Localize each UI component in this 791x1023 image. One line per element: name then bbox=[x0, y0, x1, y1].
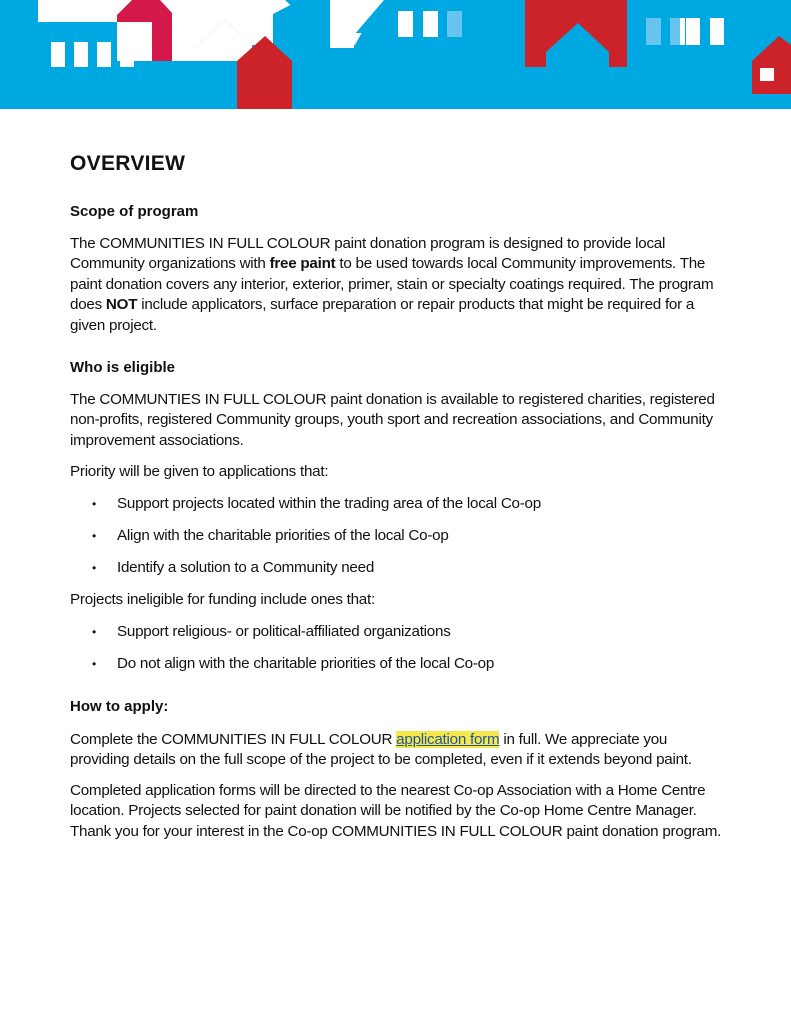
list-item-text: Align with the charitable priorities of the local Co-op bbox=[117, 527, 449, 544]
scope-paragraph bbox=[70, 234, 730, 336]
page-title: OVERVIEW bbox=[70, 152, 186, 175]
scope-text-2: to be used towards local Community improvements. The paint donation covers any interior, exterior, primer, stain or specialty coatings required. The program does bbox=[70, 255, 714, 314]
header-banner-houses-illustration bbox=[0, 0, 791, 109]
section-heading-apply: How to apply: bbox=[70, 698, 169, 715]
list-item bbox=[70, 526, 730, 558]
list-item bbox=[70, 558, 730, 590]
scope-text-1: The COMMUNITIES IN FULL COLOUR paint donation program is designed to provide local Community organizations with bbox=[70, 235, 666, 273]
bullet-icon: • bbox=[92, 657, 96, 671]
application-form-link[interactable]: application form bbox=[396, 731, 500, 748]
list-item-text: Identify a solution to a Community need bbox=[117, 559, 375, 576]
bullet-icon: • bbox=[92, 561, 96, 575]
section-heading-eligible: Who is eligible bbox=[70, 359, 176, 376]
banner-sky-gap bbox=[38, 0, 117, 22]
apply-text-1: Complete the COMMUNITIES IN FULL COLOUR bbox=[70, 731, 397, 748]
apply-paragraph-2: Completed application forms will be directed to the nearest Co-op Association with a Home Centre location. Projects selected for paint donation will be notified by the Co-op Home Centre Manager. Thank you for your interest in the Co-op COMMUNITIES IN FULL COLOUR paint donation program. bbox=[70, 782, 722, 840]
list-item-text: Do not align with the charitable priorities of the local Co-op bbox=[117, 655, 495, 672]
list-item-text: Support projects located within the trading area of the local Co-op bbox=[117, 495, 541, 512]
ineligible-list bbox=[70, 622, 730, 686]
list-item-text: Support religious- or political-affiliated organizations bbox=[117, 623, 451, 640]
apply-paragraph-1 bbox=[70, 730, 730, 771]
bullet-icon: • bbox=[92, 625, 96, 639]
priority-intro: Priority will be given to applications that: bbox=[70, 463, 329, 480]
list-item bbox=[70, 622, 730, 654]
section-heading-scope: Scope of program bbox=[70, 203, 199, 220]
eligible-paragraph: The COMMUNTIES IN FULL COLOUR paint donation is available to registered charities, registered non-profits, registered Community groups, youth sport and recreation associations, and Community improvement associations. bbox=[70, 391, 715, 449]
scope-text-3: include applicators, surface preparation or repair products that might be required for a given project. bbox=[70, 296, 695, 334]
scope-emphasis-free-paint: free paint bbox=[269, 255, 336, 273]
banner-window bbox=[680, 18, 685, 45]
priority-list bbox=[70, 494, 730, 590]
ineligible-intro: Projects ineligible for funding include ones that: bbox=[70, 591, 375, 608]
apply-text-2: in full. We appreciate you providing details on the full scope of the project to be completed, even if it extends beyond paint. bbox=[70, 731, 692, 769]
bullet-icon: • bbox=[92, 529, 96, 543]
bullet-icon: • bbox=[92, 497, 96, 511]
list-item bbox=[70, 494, 730, 526]
scope-emphasis-not: NOT bbox=[105, 296, 138, 314]
list-item bbox=[70, 654, 730, 686]
